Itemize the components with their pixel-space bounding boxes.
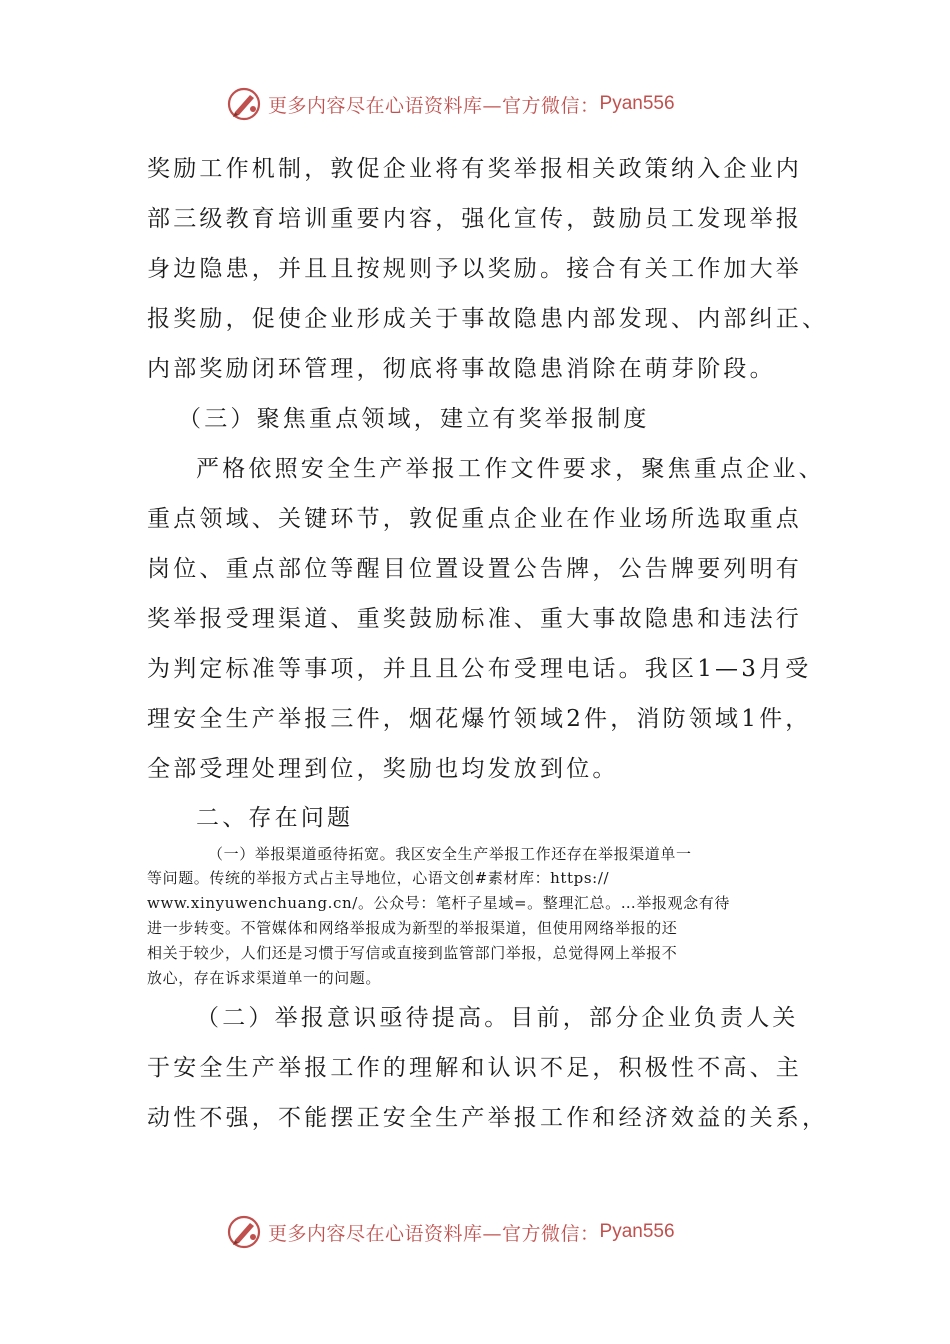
body-line: 为判定标准等事项，并且且公布受理电话。我区1—3月受 [147, 656, 812, 682]
body-line: 全部受理处理到位，奖励也均发放到位。 [147, 756, 619, 782]
section-heading: 二、存在问题 [196, 805, 354, 831]
body-line: 重点领域、关键环节，敦促重点企业在作业场所选取重点 [147, 506, 802, 532]
body-line: 动性不强，不能摆正安全生产举报工作和经济效益的关系， [147, 1105, 829, 1131]
header-banner [226, 84, 675, 124]
footer-banner-text: 更多内容尽在心语资料库—官方微信： [268, 1222, 600, 1245]
pen-logo-icon [226, 1214, 262, 1250]
body-line: 严格依照安全生产举报工作文件要求，聚焦重点企业、 [196, 456, 825, 482]
body-line: 奖举报受理渠道、重奖鼓励标准、重大事故隐患和违法行 [147, 606, 802, 632]
body-line: 于安全生产举报工作的理解和认识不足，积极性不高、主 [147, 1055, 802, 1081]
body-line: 理安全生产举报三件，烟花爆竹领域2件，消防领域1件， [147, 706, 812, 732]
pen-logo-icon [226, 86, 262, 122]
small-paragraph-line: 进一步转变。不管媒体和网络举报成为新型的举报渠道，但使用网络举报的还 [147, 919, 678, 937]
body-line: 报奖励，促使企业形成关于事故隐患内部发现、内部纠正、 [147, 306, 829, 332]
body-line: 内部奖励闭环管理，彻底将事故隐患消除在萌芽阶段。 [147, 356, 776, 382]
body-line: 奖励工作机制，敦促企业将有奖举报相关政策纳入企业内 [147, 156, 802, 182]
small-paragraph-line: 相关于较少，人们还是习惯于写信或直接到监管部门举报，总觉得网上举报不 [147, 944, 678, 962]
body-line: 身边隐患，并且且按规则予以奖励。接合有关工作加大举 [147, 256, 802, 282]
small-paragraph-line: （一）举报渠道亟待拓宽。我区安全生产举报工作还存在举报渠道单一 [208, 845, 692, 863]
body-line: 岗位、重点部位等醒目位置设置公告牌，公告牌要列明有 [147, 556, 802, 582]
small-paragraph-line: 放心，存在诉求渠道单一的问题。 [147, 969, 382, 987]
small-paragraph-line: www.xinyuwenchuang.cn/。公众号：笔杆子星域=。整理汇总。…举报观念有待 [147, 894, 730, 912]
header-banner-id: Pyan556 [599, 93, 675, 114]
footer-banner-id: Pyan556 [599, 1221, 675, 1242]
small-paragraph-line: 等问题。传统的举报方式占主导地位，心语文创#素材库：https:// [147, 869, 610, 887]
body-line: 部三级教育培训重要内容，强化宣传，鼓励员工发现举报 [147, 206, 802, 232]
header-banner-text: 更多内容尽在心语资料库—官方微信： [268, 94, 600, 117]
section-heading: （三）聚焦重点领域，建立有奖举报制度 [178, 406, 650, 432]
body-line: （二）举报意识亟待提高。目前，部分企业负责人关 [196, 1005, 799, 1031]
footer-banner [226, 1212, 675, 1252]
